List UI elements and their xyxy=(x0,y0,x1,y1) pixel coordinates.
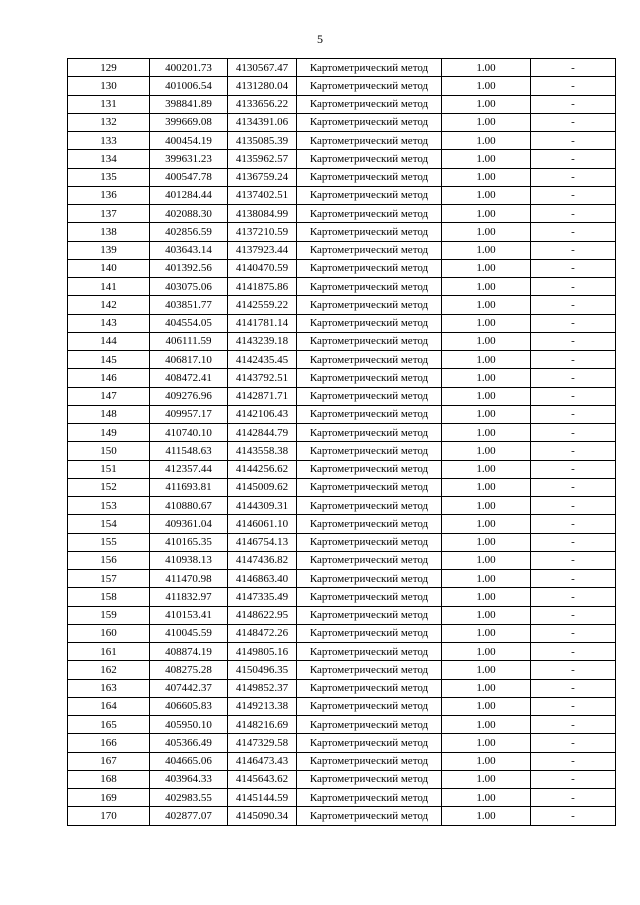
point-number-cell: 170 xyxy=(68,807,150,825)
x-coordinate-cell: 400201.73 xyxy=(150,59,228,77)
table-row xyxy=(68,661,616,679)
method-cell: Картометрический метод xyxy=(297,424,442,442)
y-coordinate-cell: 4145009.62 xyxy=(228,478,297,496)
note-cell: - xyxy=(531,697,616,715)
y-coordinate-cell: 4133656.22 xyxy=(228,95,297,113)
x-coordinate-cell: 408275.28 xyxy=(150,661,228,679)
x-coordinate-cell: 398841.89 xyxy=(150,95,228,113)
note-cell: - xyxy=(531,314,616,332)
accuracy-cell: 1.00 xyxy=(442,314,531,332)
point-number-cell: 134 xyxy=(68,150,150,168)
x-coordinate-cell: 409361.04 xyxy=(150,515,228,533)
method-cell: Картометрический метод xyxy=(297,405,442,423)
accuracy-cell: 1.00 xyxy=(442,624,531,642)
table-row xyxy=(68,59,616,77)
table-row xyxy=(68,168,616,186)
y-coordinate-cell: 4140470.59 xyxy=(228,259,297,277)
note-cell: - xyxy=(531,570,616,588)
method-cell: Картометрический метод xyxy=(297,442,442,460)
point-number-cell: 156 xyxy=(68,551,150,569)
x-coordinate-cell: 406817.10 xyxy=(150,351,228,369)
x-coordinate-cell: 410880.67 xyxy=(150,497,228,515)
y-coordinate-cell: 4148622.95 xyxy=(228,606,297,624)
point-number-cell: 159 xyxy=(68,606,150,624)
table-row xyxy=(68,789,616,807)
x-coordinate-cell: 402856.59 xyxy=(150,223,228,241)
point-number-cell: 165 xyxy=(68,716,150,734)
point-number-cell: 148 xyxy=(68,405,150,423)
x-coordinate-cell: 404554.05 xyxy=(150,314,228,332)
accuracy-cell: 1.00 xyxy=(442,442,531,460)
x-coordinate-cell: 403964.33 xyxy=(150,770,228,788)
y-coordinate-cell: 4149852.37 xyxy=(228,679,297,697)
note-cell: - xyxy=(531,807,616,825)
x-coordinate-cell: 406111.59 xyxy=(150,332,228,350)
method-cell: Картометрический метод xyxy=(297,752,442,770)
accuracy-cell: 1.00 xyxy=(442,278,531,296)
note-cell: - xyxy=(531,643,616,661)
note-cell: - xyxy=(531,332,616,350)
table-row xyxy=(68,113,616,131)
table-row xyxy=(68,624,616,642)
accuracy-cell: 1.00 xyxy=(442,734,531,752)
point-number-cell: 157 xyxy=(68,570,150,588)
note-cell: - xyxy=(531,770,616,788)
table-row xyxy=(68,405,616,423)
point-number-cell: 160 xyxy=(68,624,150,642)
point-number-cell: 132 xyxy=(68,113,150,131)
point-number-cell: 169 xyxy=(68,789,150,807)
accuracy-cell: 1.00 xyxy=(442,697,531,715)
method-cell: Картометрический метод xyxy=(297,588,442,606)
y-coordinate-cell: 4141781.14 xyxy=(228,314,297,332)
method-cell: Картометрический метод xyxy=(297,95,442,113)
y-coordinate-cell: 4142559.22 xyxy=(228,296,297,314)
table-row xyxy=(68,95,616,113)
y-coordinate-cell: 4149805.16 xyxy=(228,643,297,661)
method-cell: Картометрический метод xyxy=(297,351,442,369)
note-cell: - xyxy=(531,278,616,296)
method-cell: Картометрический метод xyxy=(297,168,442,186)
note-cell: - xyxy=(531,95,616,113)
note-cell: - xyxy=(531,186,616,204)
point-number-cell: 168 xyxy=(68,770,150,788)
note-cell: - xyxy=(531,205,616,223)
table-row xyxy=(68,570,616,588)
point-number-cell: 133 xyxy=(68,132,150,150)
point-number-cell: 146 xyxy=(68,369,150,387)
point-number-cell: 154 xyxy=(68,515,150,533)
point-number-cell: 164 xyxy=(68,697,150,715)
x-coordinate-cell: 409957.17 xyxy=(150,405,228,423)
accuracy-cell: 1.00 xyxy=(442,132,531,150)
table-row xyxy=(68,314,616,332)
note-cell: - xyxy=(531,478,616,496)
y-coordinate-cell: 4147436.82 xyxy=(228,551,297,569)
accuracy-cell: 1.00 xyxy=(442,77,531,95)
y-coordinate-cell: 4145643.62 xyxy=(228,770,297,788)
method-cell: Картометрический метод xyxy=(297,223,442,241)
table-row xyxy=(68,679,616,697)
x-coordinate-cell: 409276.96 xyxy=(150,387,228,405)
accuracy-cell: 1.00 xyxy=(442,259,531,277)
accuracy-cell: 1.00 xyxy=(442,113,531,131)
accuracy-cell: 1.00 xyxy=(442,460,531,478)
note-cell: - xyxy=(531,424,616,442)
note-cell: - xyxy=(531,369,616,387)
point-number-cell: 144 xyxy=(68,332,150,350)
table-row xyxy=(68,460,616,478)
table-row xyxy=(68,259,616,277)
accuracy-cell: 1.00 xyxy=(442,223,531,241)
note-cell: - xyxy=(531,442,616,460)
table-row xyxy=(68,752,616,770)
x-coordinate-cell: 405366.49 xyxy=(150,734,228,752)
note-cell: - xyxy=(531,789,616,807)
y-coordinate-cell: 4147329.58 xyxy=(228,734,297,752)
note-cell: - xyxy=(531,241,616,259)
accuracy-cell: 1.00 xyxy=(442,168,531,186)
x-coordinate-cell: 405950.10 xyxy=(150,716,228,734)
point-number-cell: 130 xyxy=(68,77,150,95)
x-coordinate-cell: 408472.41 xyxy=(150,369,228,387)
accuracy-cell: 1.00 xyxy=(442,205,531,223)
table-row xyxy=(68,150,616,168)
method-cell: Картометрический метод xyxy=(297,460,442,478)
note-cell: - xyxy=(531,223,616,241)
note-cell: - xyxy=(531,59,616,77)
method-cell: Картометрический метод xyxy=(297,661,442,679)
method-cell: Картометрический метод xyxy=(297,132,442,150)
table-row xyxy=(68,606,616,624)
method-cell: Картометрический метод xyxy=(297,113,442,131)
coordinates-table xyxy=(67,58,616,826)
note-cell: - xyxy=(531,661,616,679)
y-coordinate-cell: 4135962.57 xyxy=(228,150,297,168)
method-cell: Картометрический метод xyxy=(297,314,442,332)
method-cell: Картометрический метод xyxy=(297,478,442,496)
page-number: 5 xyxy=(317,32,323,46)
y-coordinate-cell: 4141875.86 xyxy=(228,278,297,296)
method-cell: Картометрический метод xyxy=(297,734,442,752)
table-row xyxy=(68,424,616,442)
accuracy-cell: 1.00 xyxy=(442,405,531,423)
table-row xyxy=(68,241,616,259)
method-cell: Картометрический метод xyxy=(297,624,442,642)
point-number-cell: 138 xyxy=(68,223,150,241)
method-cell: Картометрический метод xyxy=(297,697,442,715)
note-cell: - xyxy=(531,259,616,277)
note-cell: - xyxy=(531,77,616,95)
accuracy-cell: 1.00 xyxy=(442,424,531,442)
note-cell: - xyxy=(531,150,616,168)
y-coordinate-cell: 4146473.43 xyxy=(228,752,297,770)
x-coordinate-cell: 410045.59 xyxy=(150,624,228,642)
note-cell: - xyxy=(531,132,616,150)
accuracy-cell: 1.00 xyxy=(442,533,531,551)
method-cell: Картометрический метод xyxy=(297,186,442,204)
accuracy-cell: 1.00 xyxy=(442,296,531,314)
x-coordinate-cell: 410165.35 xyxy=(150,533,228,551)
point-number-cell: 137 xyxy=(68,205,150,223)
y-coordinate-cell: 4143558.38 xyxy=(228,442,297,460)
x-coordinate-cell: 411548.63 xyxy=(150,442,228,460)
accuracy-cell: 1.00 xyxy=(442,807,531,825)
method-cell: Картометрический метод xyxy=(297,570,442,588)
point-number-cell: 163 xyxy=(68,679,150,697)
note-cell: - xyxy=(531,716,616,734)
method-cell: Картометрический метод xyxy=(297,278,442,296)
table-row xyxy=(68,278,616,296)
x-coordinate-cell: 404665.06 xyxy=(150,752,228,770)
table-row xyxy=(68,551,616,569)
note-cell: - xyxy=(531,387,616,405)
x-coordinate-cell: 401392.56 xyxy=(150,259,228,277)
x-coordinate-cell: 403851.77 xyxy=(150,296,228,314)
y-coordinate-cell: 4144256.62 xyxy=(228,460,297,478)
point-number-cell: 135 xyxy=(68,168,150,186)
accuracy-cell: 1.00 xyxy=(442,369,531,387)
note-cell: - xyxy=(531,533,616,551)
point-number-cell: 153 xyxy=(68,497,150,515)
table-row xyxy=(68,697,616,715)
point-number-cell: 162 xyxy=(68,661,150,679)
accuracy-cell: 1.00 xyxy=(442,752,531,770)
accuracy-cell: 1.00 xyxy=(442,570,531,588)
method-cell: Картометрический метод xyxy=(297,332,442,350)
y-coordinate-cell: 4134391.06 xyxy=(228,113,297,131)
x-coordinate-cell: 401284.44 xyxy=(150,186,228,204)
table-row xyxy=(68,716,616,734)
accuracy-cell: 1.00 xyxy=(442,588,531,606)
accuracy-cell: 1.00 xyxy=(442,661,531,679)
y-coordinate-cell: 4147335.49 xyxy=(228,588,297,606)
method-cell: Картометрический метод xyxy=(297,515,442,533)
accuracy-cell: 1.00 xyxy=(442,351,531,369)
method-cell: Картометрический метод xyxy=(297,259,442,277)
table-row xyxy=(68,186,616,204)
accuracy-cell: 1.00 xyxy=(442,515,531,533)
note-cell: - xyxy=(531,606,616,624)
y-coordinate-cell: 4148216.69 xyxy=(228,716,297,734)
accuracy-cell: 1.00 xyxy=(442,186,531,204)
accuracy-cell: 1.00 xyxy=(442,95,531,113)
table-row xyxy=(68,296,616,314)
method-cell: Картометрический метод xyxy=(297,789,442,807)
method-cell: Картометрический метод xyxy=(297,606,442,624)
method-cell: Картометрический метод xyxy=(297,150,442,168)
accuracy-cell: 1.00 xyxy=(442,332,531,350)
y-coordinate-cell: 4146754.13 xyxy=(228,533,297,551)
point-number-cell: 142 xyxy=(68,296,150,314)
point-number-cell: 129 xyxy=(68,59,150,77)
method-cell: Картометрический метод xyxy=(297,716,442,734)
x-coordinate-cell: 411470.98 xyxy=(150,570,228,588)
accuracy-cell: 1.00 xyxy=(442,241,531,259)
point-number-cell: 167 xyxy=(68,752,150,770)
x-coordinate-cell: 401006.54 xyxy=(150,77,228,95)
point-number-cell: 149 xyxy=(68,424,150,442)
table-row xyxy=(68,223,616,241)
point-number-cell: 150 xyxy=(68,442,150,460)
point-number-cell: 145 xyxy=(68,351,150,369)
table-row xyxy=(68,205,616,223)
note-cell: - xyxy=(531,734,616,752)
table-row xyxy=(68,351,616,369)
y-coordinate-cell: 4136759.24 xyxy=(228,168,297,186)
table-row xyxy=(68,643,616,661)
method-cell: Картометрический метод xyxy=(297,807,442,825)
point-number-cell: 155 xyxy=(68,533,150,551)
x-coordinate-cell: 399631.23 xyxy=(150,150,228,168)
point-number-cell: 152 xyxy=(68,478,150,496)
y-coordinate-cell: 4148472.26 xyxy=(228,624,297,642)
x-coordinate-cell: 400454.19 xyxy=(150,132,228,150)
table-row xyxy=(68,807,616,825)
y-coordinate-cell: 4149213.38 xyxy=(228,697,297,715)
x-coordinate-cell: 411693.81 xyxy=(150,478,228,496)
point-number-cell: 143 xyxy=(68,314,150,332)
method-cell: Картометрический метод xyxy=(297,387,442,405)
method-cell: Картометрический метод xyxy=(297,241,442,259)
x-coordinate-cell: 408874.19 xyxy=(150,643,228,661)
note-cell: - xyxy=(531,551,616,569)
point-number-cell: 140 xyxy=(68,259,150,277)
accuracy-cell: 1.00 xyxy=(442,716,531,734)
x-coordinate-cell: 403075.06 xyxy=(150,278,228,296)
x-coordinate-cell: 412357.44 xyxy=(150,460,228,478)
y-coordinate-cell: 4146863.40 xyxy=(228,570,297,588)
accuracy-cell: 1.00 xyxy=(442,551,531,569)
point-number-cell: 139 xyxy=(68,241,150,259)
note-cell: - xyxy=(531,405,616,423)
x-coordinate-cell: 411832.97 xyxy=(150,588,228,606)
table-row xyxy=(68,478,616,496)
y-coordinate-cell: 4144309.31 xyxy=(228,497,297,515)
accuracy-cell: 1.00 xyxy=(442,150,531,168)
y-coordinate-cell: 4130567.47 xyxy=(228,59,297,77)
y-coordinate-cell: 4137210.59 xyxy=(228,223,297,241)
y-coordinate-cell: 4150496.35 xyxy=(228,661,297,679)
y-coordinate-cell: 4142871.71 xyxy=(228,387,297,405)
method-cell: Картометрический метод xyxy=(297,296,442,314)
table-row xyxy=(68,369,616,387)
accuracy-cell: 1.00 xyxy=(442,770,531,788)
method-cell: Картометрический метод xyxy=(297,551,442,569)
table-row xyxy=(68,734,616,752)
method-cell: Картометрический метод xyxy=(297,59,442,77)
x-coordinate-cell: 400547.78 xyxy=(150,168,228,186)
x-coordinate-cell: 402088.30 xyxy=(150,205,228,223)
method-cell: Картометрический метод xyxy=(297,497,442,515)
y-coordinate-cell: 4138084.99 xyxy=(228,205,297,223)
note-cell: - xyxy=(531,624,616,642)
point-number-cell: 136 xyxy=(68,186,150,204)
table-row xyxy=(68,77,616,95)
y-coordinate-cell: 4143239.18 xyxy=(228,332,297,350)
note-cell: - xyxy=(531,168,616,186)
y-coordinate-cell: 4142106.43 xyxy=(228,405,297,423)
method-cell: Картометрический метод xyxy=(297,77,442,95)
point-number-cell: 141 xyxy=(68,278,150,296)
x-coordinate-cell: 402983.55 xyxy=(150,789,228,807)
table-row xyxy=(68,588,616,606)
x-coordinate-cell: 410938.13 xyxy=(150,551,228,569)
note-cell: - xyxy=(531,497,616,515)
y-coordinate-cell: 4143792.51 xyxy=(228,369,297,387)
table-row xyxy=(68,533,616,551)
accuracy-cell: 1.00 xyxy=(442,497,531,515)
method-cell: Картометрический метод xyxy=(297,679,442,697)
accuracy-cell: 1.00 xyxy=(442,606,531,624)
x-coordinate-cell: 410153.41 xyxy=(150,606,228,624)
method-cell: Картометрический метод xyxy=(297,643,442,661)
table-row xyxy=(68,387,616,405)
accuracy-cell: 1.00 xyxy=(442,679,531,697)
table-row xyxy=(68,515,616,533)
y-coordinate-cell: 4142435.45 xyxy=(228,351,297,369)
y-coordinate-cell: 4145090.34 xyxy=(228,807,297,825)
note-cell: - xyxy=(531,113,616,131)
y-coordinate-cell: 4146061.10 xyxy=(228,515,297,533)
table-row xyxy=(68,332,616,350)
x-coordinate-cell: 403643.14 xyxy=(150,241,228,259)
point-number-cell: 161 xyxy=(68,643,150,661)
y-coordinate-cell: 4137402.51 xyxy=(228,186,297,204)
method-cell: Картометрический метод xyxy=(297,770,442,788)
note-cell: - xyxy=(531,679,616,697)
method-cell: Картометрический метод xyxy=(297,533,442,551)
note-cell: - xyxy=(531,351,616,369)
note-cell: - xyxy=(531,588,616,606)
x-coordinate-cell: 399669.08 xyxy=(150,113,228,131)
table-row xyxy=(68,770,616,788)
y-coordinate-cell: 4137923.44 xyxy=(228,241,297,259)
table-row xyxy=(68,442,616,460)
point-number-cell: 166 xyxy=(68,734,150,752)
table-row xyxy=(68,132,616,150)
y-coordinate-cell: 4142844.79 xyxy=(228,424,297,442)
point-number-cell: 147 xyxy=(68,387,150,405)
accuracy-cell: 1.00 xyxy=(442,59,531,77)
x-coordinate-cell: 407442.37 xyxy=(150,679,228,697)
table-row xyxy=(68,497,616,515)
method-cell: Картометрический метод xyxy=(297,205,442,223)
note-cell: - xyxy=(531,752,616,770)
note-cell: - xyxy=(531,296,616,314)
x-coordinate-cell: 406605.83 xyxy=(150,697,228,715)
method-cell: Картометрический метод xyxy=(297,369,442,387)
note-cell: - xyxy=(531,515,616,533)
y-coordinate-cell: 4135085.39 xyxy=(228,132,297,150)
x-coordinate-cell: 402877.07 xyxy=(150,807,228,825)
accuracy-cell: 1.00 xyxy=(442,478,531,496)
point-number-cell: 158 xyxy=(68,588,150,606)
note-cell: - xyxy=(531,460,616,478)
x-coordinate-cell: 410740.10 xyxy=(150,424,228,442)
accuracy-cell: 1.00 xyxy=(442,643,531,661)
accuracy-cell: 1.00 xyxy=(442,789,531,807)
accuracy-cell: 1.00 xyxy=(442,387,531,405)
point-number-cell: 131 xyxy=(68,95,150,113)
y-coordinate-cell: 4145144.59 xyxy=(228,789,297,807)
point-number-cell: 151 xyxy=(68,460,150,478)
y-coordinate-cell: 4131280.04 xyxy=(228,77,297,95)
coordinates-table-body xyxy=(68,59,616,826)
